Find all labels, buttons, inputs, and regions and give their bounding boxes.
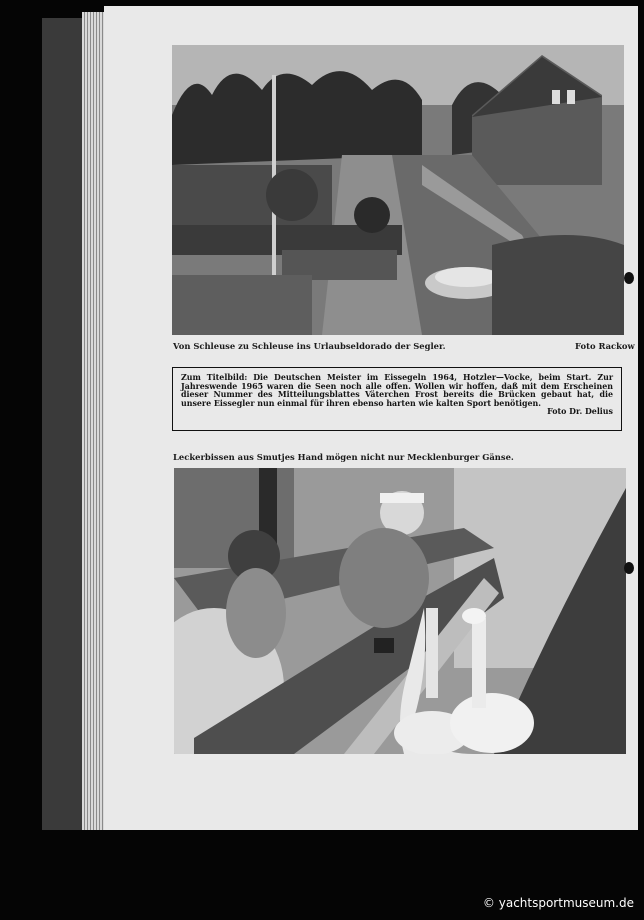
watermark: © yachtsportmuseum.de — [482, 896, 634, 910]
binding-hole — [624, 562, 634, 574]
binding-hole — [624, 272, 634, 284]
cover-note-text — [181, 374, 613, 417]
cover-note-body: Zum Titelbild: Die Deutschen Meister im Eissegeln 1964, Hotzler—Vocke, beim Start. Zur Jahreswende 1965 waren die Seen noch alle offen. Wollen wir hoffen, daß mit dem Erscheinen dieser Nummer des Mitteilungsblattes Väterchen Frost bereits die Brücken gebaut hat, die unsere Eissegler nun einmal für ihren ebenso harten wie kalten Sport benötigen. — [181, 373, 613, 408]
geese-photo-caption: Leckerbissen aus Smutjes Hand mögen nicht nur Mecklenburger Gänse. — [173, 452, 514, 462]
cover-note-box — [172, 367, 622, 431]
geese-photo — [174, 468, 626, 754]
lock-photo-caption: Von Schleuse zu Schleuse ins Urlaubseldorado der Segler. — [173, 341, 446, 351]
book-spine — [42, 18, 82, 830]
lock-photo-credit: Foto Rackow — [575, 341, 635, 351]
lock-photo — [172, 45, 624, 335]
cover-note-credit: Foto Dr. Delius — [547, 407, 613, 417]
